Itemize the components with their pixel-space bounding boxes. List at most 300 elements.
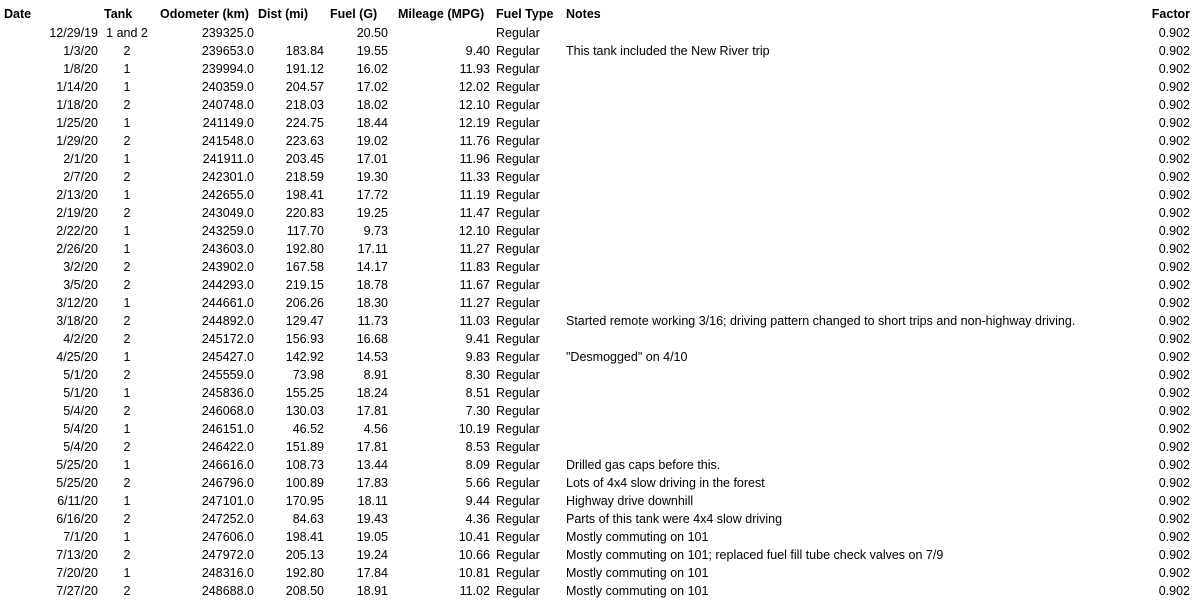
cell-fuel: 17.81 xyxy=(356,440,388,454)
cell-odometer: 240359.0 xyxy=(201,80,254,94)
cell-fuel-type: Regular xyxy=(496,188,540,202)
cell-mileage: 12.10 xyxy=(458,98,490,112)
cell-mileage: 12.10 xyxy=(458,224,490,238)
cell-dist: 155.25 xyxy=(285,386,324,400)
cell-factor: 0.902 xyxy=(1158,350,1190,364)
cell-fuel: 19.05 xyxy=(356,530,388,544)
cell-date: 6/16/20 xyxy=(56,512,98,526)
cell-dist: 46.52 xyxy=(292,422,324,436)
cell-fuel: 16.68 xyxy=(356,332,388,346)
cell-fuel-type: Regular xyxy=(496,530,540,544)
cell-fuel: 8.91 xyxy=(363,368,388,382)
cell-date: 5/4/20 xyxy=(63,440,98,454)
cell-odometer: 247252.0 xyxy=(201,512,254,526)
cell-factor: 0.902 xyxy=(1158,152,1190,166)
cell-fuel: 4.56 xyxy=(363,422,388,436)
cell-tank: 2 xyxy=(123,206,131,220)
cell-dist: 208.50 xyxy=(285,584,324,598)
table-row xyxy=(0,276,1200,294)
cell-fuel-type: Regular xyxy=(496,80,540,94)
cell-odometer: 239994.0 xyxy=(201,62,254,76)
header-dist: Dist (mi) xyxy=(258,7,308,21)
cell-mileage: 9.44 xyxy=(465,494,490,508)
cell-fuel-type: Regular xyxy=(496,458,540,472)
cell-notes xyxy=(566,186,1126,204)
cell-date: 2/7/20 xyxy=(63,170,98,184)
cell-fuel: 20.50 xyxy=(356,26,388,40)
cell-mileage: 10.81 xyxy=(458,566,490,580)
table-row xyxy=(0,150,1200,168)
cell-fuel-type: Regular xyxy=(496,314,540,328)
cell-fuel-type: Regular xyxy=(496,404,540,418)
cell-mileage: 9.83 xyxy=(465,350,490,364)
cell-notes xyxy=(566,258,1126,276)
cell-factor: 0.902 xyxy=(1158,134,1190,148)
cell-factor: 0.902 xyxy=(1158,368,1190,382)
cell-odometer: 243603.0 xyxy=(201,242,254,256)
cell-dist: 203.45 xyxy=(285,152,324,166)
cell-notes xyxy=(566,438,1126,456)
cell-dist: 192.80 xyxy=(285,242,324,256)
cell-date: 7/20/20 xyxy=(56,566,98,580)
cell-fuel-type: Regular xyxy=(496,170,540,184)
cell-dist: 108.73 xyxy=(285,458,324,472)
cell-odometer: 239325.0 xyxy=(201,26,254,40)
cell-factor: 0.902 xyxy=(1158,224,1190,238)
cell-fuel-type: Regular xyxy=(496,206,540,220)
cell-odometer: 243049.0 xyxy=(201,206,254,220)
cell-date: 5/1/20 xyxy=(63,368,98,382)
cell-notes xyxy=(566,330,1126,348)
cell-odometer: 244661.0 xyxy=(201,296,254,310)
cell-fuel: 19.02 xyxy=(356,134,388,148)
cell-mileage: 11.02 xyxy=(459,584,490,598)
cell-fuel: 16.02 xyxy=(356,62,388,76)
cell-dist: 198.41 xyxy=(285,530,324,544)
cell-mileage: 12.19 xyxy=(458,116,490,130)
cell-dist: 130.03 xyxy=(285,404,324,418)
cell-fuel-type: Regular xyxy=(496,422,540,436)
cell-fuel-type: Regular xyxy=(496,152,540,166)
table-row xyxy=(0,312,1200,330)
cell-factor: 0.902 xyxy=(1158,188,1190,202)
cell-mileage: 12.02 xyxy=(458,80,490,94)
cell-factor: 0.902 xyxy=(1158,260,1190,274)
cell-date: 2/22/20 xyxy=(56,224,98,238)
cell-tank: 1 xyxy=(123,116,131,130)
cell-fuel: 19.24 xyxy=(356,548,388,562)
cell-date: 3/18/20 xyxy=(56,314,98,328)
header-odometer: Odometer (km) xyxy=(160,7,249,21)
table-row xyxy=(0,60,1200,78)
cell-odometer: 241149.0 xyxy=(202,116,254,130)
cell-notes: Mostly commuting on 101; replaced fuel fill tube check valves on 7/9 xyxy=(566,548,944,562)
table-row xyxy=(0,492,1200,510)
cell-odometer: 247101.0 xyxy=(201,494,254,508)
cell-date: 7/27/20 xyxy=(56,584,98,598)
cell-tank: 1 xyxy=(123,152,131,166)
cell-mileage: 10.41 xyxy=(458,530,490,544)
cell-fuel: 17.11 xyxy=(357,242,388,256)
table-row xyxy=(0,366,1200,384)
cell-fuel: 19.25 xyxy=(356,206,388,220)
cell-tank: 1 and 2 xyxy=(106,26,148,40)
cell-notes: Lots of 4x4 slow driving in the forest xyxy=(566,476,765,490)
cell-notes xyxy=(566,132,1126,150)
cell-tank: 2 xyxy=(123,98,131,112)
cell-odometer: 245172.0 xyxy=(201,332,254,346)
cell-odometer: 248316.0 xyxy=(201,566,254,580)
table-row xyxy=(0,528,1200,546)
cell-mileage: 8.30 xyxy=(465,368,490,382)
cell-mileage: 11.76 xyxy=(459,134,490,148)
cell-factor: 0.902 xyxy=(1158,116,1190,130)
cell-date: 1/14/20 xyxy=(56,80,98,94)
cell-dist: 73.98 xyxy=(292,368,324,382)
cell-date: 7/1/20 xyxy=(63,530,98,544)
cell-notes xyxy=(566,240,1126,258)
cell-fuel: 19.30 xyxy=(356,170,388,184)
cell-factor: 0.902 xyxy=(1158,548,1190,562)
cell-tank: 1 xyxy=(123,224,131,238)
cell-date: 7/13/20 xyxy=(56,548,98,562)
table-row xyxy=(0,222,1200,240)
cell-fuel-type: Regular xyxy=(496,566,540,580)
cell-notes: Parts of this tank were 4x4 slow driving xyxy=(566,512,783,526)
cell-date: 5/25/20 xyxy=(56,458,98,472)
table-row xyxy=(0,204,1200,222)
cell-date: 4/2/20 xyxy=(63,332,98,346)
cell-notes: Started remote working 3/16; driving pattern changed to short trips and non-highway driving. xyxy=(566,314,1076,328)
cell-factor: 0.902 xyxy=(1158,458,1190,472)
cell-dist: 167.58 xyxy=(285,260,324,274)
cell-mileage: 11.67 xyxy=(459,278,490,292)
table-row xyxy=(0,564,1200,582)
cell-fuel: 17.01 xyxy=(356,152,388,166)
cell-tank: 1 xyxy=(123,566,131,580)
cell-factor: 0.902 xyxy=(1158,422,1190,436)
cell-dist: 84.63 xyxy=(292,512,324,526)
cell-dist: 192.80 xyxy=(285,566,324,580)
table-row xyxy=(0,330,1200,348)
cell-date: 12/29/19 xyxy=(49,26,98,40)
cell-date: 5/4/20 xyxy=(63,404,98,418)
cell-factor: 0.902 xyxy=(1158,278,1190,292)
cell-mileage: 11.93 xyxy=(459,62,490,76)
cell-dist: 204.57 xyxy=(285,80,324,94)
cell-tank: 2 xyxy=(123,404,131,418)
cell-factor: 0.902 xyxy=(1158,494,1190,508)
table-row xyxy=(0,402,1200,420)
cell-odometer: 244293.0 xyxy=(201,278,254,292)
cell-notes xyxy=(566,78,1126,96)
table-row xyxy=(0,240,1200,258)
cell-factor: 0.902 xyxy=(1158,170,1190,184)
table-row xyxy=(0,96,1200,114)
cell-notes xyxy=(566,204,1126,222)
cell-dist: 218.59 xyxy=(285,170,324,184)
cell-mileage: 10.19 xyxy=(458,422,490,436)
cell-tank: 1 xyxy=(123,80,131,94)
cell-fuel-type: Regular xyxy=(496,296,540,310)
cell-notes xyxy=(566,384,1126,402)
cell-notes xyxy=(566,60,1126,78)
cell-factor: 0.902 xyxy=(1158,26,1190,40)
cell-tank: 2 xyxy=(123,332,131,346)
cell-fuel-type: Regular xyxy=(496,386,540,400)
cell-fuel: 18.78 xyxy=(356,278,388,292)
cell-mileage: 8.51 xyxy=(465,386,490,400)
cell-tank: 1 xyxy=(123,530,131,544)
cell-fuel-type: Regular xyxy=(496,44,540,58)
header-mileage: Mileage (MPG) xyxy=(398,7,485,21)
table-row xyxy=(0,42,1200,60)
cell-factor: 0.902 xyxy=(1158,98,1190,112)
cell-fuel-type: Regular xyxy=(496,134,540,148)
table-row xyxy=(0,474,1200,492)
cell-fuel: 11.73 xyxy=(357,314,388,328)
cell-notes xyxy=(566,420,1126,438)
table-row xyxy=(0,420,1200,438)
cell-mileage: 10.66 xyxy=(458,548,490,562)
table-row xyxy=(0,114,1200,132)
cell-dist: 205.13 xyxy=(285,548,324,562)
cell-date: 4/25/20 xyxy=(56,350,98,364)
table-row xyxy=(0,24,1200,42)
cell-tank: 1 xyxy=(123,386,131,400)
cell-fuel-type: Regular xyxy=(496,62,540,76)
table-row xyxy=(0,456,1200,474)
table-row xyxy=(0,186,1200,204)
cell-fuel-type: Regular xyxy=(496,584,540,598)
cell-dist: 219.15 xyxy=(285,278,324,292)
cell-notes: Highway drive downhill xyxy=(566,494,694,508)
cell-tank: 2 xyxy=(123,440,131,454)
cell-tank: 1 xyxy=(123,494,131,508)
cell-tank: 2 xyxy=(123,476,131,490)
cell-fuel-type: Regular xyxy=(496,26,540,40)
cell-fuel: 17.83 xyxy=(356,476,388,490)
cell-tank: 1 xyxy=(123,242,131,256)
cell-mileage: 11.33 xyxy=(459,170,490,184)
cell-fuel: 14.17 xyxy=(356,260,388,274)
cell-fuel: 18.44 xyxy=(356,116,388,130)
header-row xyxy=(0,5,1200,23)
cell-fuel: 18.30 xyxy=(356,296,388,310)
cell-tank: 1 xyxy=(123,458,131,472)
cell-mileage: 11.96 xyxy=(459,152,490,166)
cell-fuel: 18.02 xyxy=(356,98,388,112)
cell-date: 5/1/20 xyxy=(63,386,98,400)
cell-mileage: 11.03 xyxy=(459,314,490,328)
table-row xyxy=(0,384,1200,402)
cell-factor: 0.902 xyxy=(1158,584,1190,598)
cell-odometer: 244892.0 xyxy=(201,314,254,328)
cell-odometer: 242301.0 xyxy=(201,170,254,184)
cell-dist: 220.83 xyxy=(285,206,324,220)
cell-odometer: 243902.0 xyxy=(201,260,254,274)
cell-odometer: 243259.0 xyxy=(201,224,254,238)
cell-date: 6/11/20 xyxy=(57,494,98,508)
cell-fuel-type: Regular xyxy=(496,260,540,274)
cell-date: 3/12/20 xyxy=(56,296,98,310)
cell-odometer: 240748.0 xyxy=(201,98,254,112)
cell-factor: 0.902 xyxy=(1158,80,1190,94)
cell-fuel-type: Regular xyxy=(496,350,540,364)
cell-tank: 2 xyxy=(123,584,131,598)
cell-dist: 100.89 xyxy=(285,476,324,490)
cell-fuel: 17.72 xyxy=(356,188,388,202)
cell-date: 1/18/20 xyxy=(56,98,98,112)
cell-tank: 2 xyxy=(123,260,131,274)
cell-odometer: 247972.0 xyxy=(201,548,254,562)
cell-notes: Mostly commuting on 101 xyxy=(566,566,709,580)
cell-dist: 142.92 xyxy=(285,350,324,364)
cell-tank: 1 xyxy=(123,350,131,364)
cell-fuel: 17.02 xyxy=(356,80,388,94)
cell-fuel: 18.24 xyxy=(356,386,388,400)
cell-dist: 183.84 xyxy=(285,44,324,58)
cell-fuel: 19.55 xyxy=(356,44,388,58)
cell-mileage: 8.53 xyxy=(465,440,490,454)
cell-factor: 0.902 xyxy=(1158,440,1190,454)
cell-factor: 0.902 xyxy=(1158,206,1190,220)
cell-mileage: 5.66 xyxy=(465,476,490,490)
cell-dist: 206.26 xyxy=(285,296,324,310)
cell-fuel-type: Regular xyxy=(496,98,540,112)
header-fuel-type: Fuel Type xyxy=(496,7,554,21)
cell-fuel-type: Regular xyxy=(496,476,540,490)
cell-date: 2/19/20 xyxy=(56,206,98,220)
cell-odometer: 246151.0 xyxy=(201,422,254,436)
cell-fuel-type: Regular xyxy=(496,512,540,526)
cell-notes xyxy=(566,402,1126,420)
cell-odometer: 246616.0 xyxy=(201,458,254,472)
cell-mileage: 11.47 xyxy=(459,206,490,220)
cell-factor: 0.902 xyxy=(1158,62,1190,76)
cell-date: 1/25/20 xyxy=(56,116,98,130)
cell-fuel: 18.91 xyxy=(356,584,388,598)
cell-dist: 129.47 xyxy=(285,314,324,328)
table-row xyxy=(0,132,1200,150)
cell-date: 1/29/20 xyxy=(56,134,98,148)
cell-fuel: 17.81 xyxy=(356,404,388,418)
cell-date: 2/26/20 xyxy=(56,242,98,256)
cell-notes xyxy=(566,168,1126,186)
cell-odometer: 246422.0 xyxy=(201,440,254,454)
cell-odometer: 246068.0 xyxy=(201,404,254,418)
cell-date: 2/1/20 xyxy=(63,152,98,166)
cell-factor: 0.902 xyxy=(1158,512,1190,526)
cell-dist: 156.93 xyxy=(285,332,324,346)
cell-factor: 0.902 xyxy=(1158,530,1190,544)
cell-odometer: 242655.0 xyxy=(201,188,254,202)
cell-tank: 2 xyxy=(123,278,131,292)
cell-fuel: 13.44 xyxy=(356,458,388,472)
cell-tank: 1 xyxy=(123,188,131,202)
cell-date: 2/13/20 xyxy=(56,188,98,202)
cell-date: 1/3/20 xyxy=(63,44,98,58)
table-row xyxy=(0,582,1200,600)
cell-notes: Mostly commuting on 101 xyxy=(566,530,709,544)
cell-tank: 2 xyxy=(123,512,131,526)
cell-notes xyxy=(566,366,1126,384)
cell-notes: Drilled gas caps before this. xyxy=(566,458,721,472)
cell-factor: 0.902 xyxy=(1158,296,1190,310)
cell-factor: 0.902 xyxy=(1158,242,1190,256)
cell-fuel: 14.53 xyxy=(356,350,388,364)
cell-dist: 151.89 xyxy=(285,440,324,454)
cell-date: 3/2/20 xyxy=(63,260,98,274)
cell-mileage: 11.19 xyxy=(459,188,490,202)
cell-odometer: 248688.0 xyxy=(201,584,254,598)
header-fuel: Fuel (G) xyxy=(330,7,378,21)
cell-notes xyxy=(566,222,1126,240)
cell-fuel-type: Regular xyxy=(496,242,540,256)
cell-odometer: 245427.0 xyxy=(201,350,254,364)
cell-fuel-type: Regular xyxy=(496,278,540,292)
cell-fuel: 17.84 xyxy=(356,566,388,580)
cell-odometer: 247606.0 xyxy=(201,530,254,544)
cell-fuel: 19.43 xyxy=(356,512,388,526)
cell-mileage: 11.83 xyxy=(459,260,490,274)
cell-mileage: 11.27 xyxy=(459,242,490,256)
cell-date: 1/8/20 xyxy=(63,62,98,76)
cell-factor: 0.902 xyxy=(1158,566,1190,580)
cell-notes xyxy=(566,96,1126,114)
cell-factor: 0.902 xyxy=(1158,44,1190,58)
cell-notes xyxy=(566,294,1126,312)
cell-odometer: 245559.0 xyxy=(201,368,254,382)
cell-dist: 117.70 xyxy=(286,224,324,238)
cell-fuel-type: Regular xyxy=(496,332,540,346)
cell-mileage: 7.30 xyxy=(465,404,490,418)
table-row xyxy=(0,258,1200,276)
cell-dist: 224.75 xyxy=(285,116,324,130)
cell-tank: 2 xyxy=(123,134,131,148)
cell-date: 5/25/20 xyxy=(56,476,98,490)
cell-tank: 1 xyxy=(123,296,131,310)
table-row xyxy=(0,348,1200,366)
cell-notes xyxy=(566,276,1126,294)
cell-tank: 1 xyxy=(123,422,131,436)
cell-fuel-type: Regular xyxy=(496,116,540,130)
cell-mileage: 9.41 xyxy=(465,332,490,346)
cell-tank: 2 xyxy=(123,548,131,562)
cell-fuel-type: Regular xyxy=(496,440,540,454)
table-row xyxy=(0,294,1200,312)
cell-dist: 223.63 xyxy=(285,134,324,148)
header-tank: Tank xyxy=(104,7,133,21)
cell-dist: 191.12 xyxy=(285,62,324,76)
cell-factor: 0.902 xyxy=(1158,314,1190,328)
cell-tank: 2 xyxy=(123,44,131,58)
cell-odometer: 241911.0 xyxy=(202,152,254,166)
cell-fuel-type: Regular xyxy=(496,368,540,382)
cell-fuel-type: Regular xyxy=(496,548,540,562)
cell-tank: 2 xyxy=(123,314,131,328)
cell-notes: Mostly commuting on 101 xyxy=(566,584,709,598)
cell-mileage xyxy=(388,24,490,42)
cell-fuel-type: Regular xyxy=(496,494,540,508)
cell-date: 3/5/20 xyxy=(63,278,98,292)
cell-dist xyxy=(254,24,324,42)
cell-factor: 0.902 xyxy=(1158,332,1190,346)
table-row xyxy=(0,78,1200,96)
cell-fuel-type: Regular xyxy=(496,224,540,238)
cell-fuel: 9.73 xyxy=(363,224,388,238)
header-notes: Notes xyxy=(566,7,601,21)
